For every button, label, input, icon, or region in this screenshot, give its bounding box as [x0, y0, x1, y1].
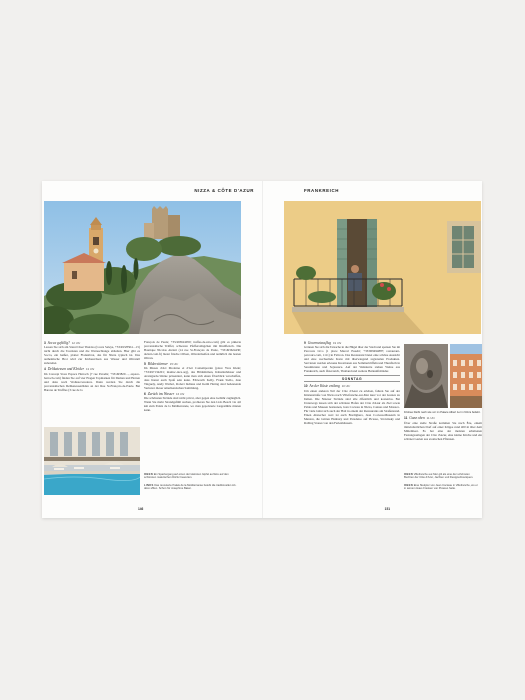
- caption-left-bottom-text: Das renovierte Palais de la Méditerranée belebt die traditionellen Art-déco-Villen. Schon für Josephine Baker.: [144, 484, 237, 491]
- caption-right-bottom-text: Eine Skulptur von Jean Cocteau in Villefranche, wo er in seinem Haus Fresken von Picasso hatte.: [404, 484, 478, 491]
- palais-pool-illustration: [44, 427, 140, 495]
- photo-villefranche-building: [450, 344, 482, 408]
- entry-9-number: 9: [304, 341, 306, 345]
- spread-gutter: [262, 181, 263, 518]
- entry-11-number: 11: [404, 416, 408, 421]
- running-head-right: FRANKREICH: [304, 188, 340, 193]
- photo-balcony: [284, 201, 481, 334]
- entry-5-text: Im Musée d'Art Moderne et d'Art Contemporain (place Yves Klein; +33/497134201; mamac-nice.org), das Bildstürmen, Künstlerhäuser und Avantgarde-Werke präsentiert, kann man sich einen Überblick verschaffen, dass Kunst auch Spaß sein kann. Ellsworth Kelly, Frank Stella, Jean Tinguely, Andy Warhol, Robert Indiana und Keith Haring sind bedeutende Vertreter dieser amerikanischen Sammlung.: [144, 366, 241, 391]
- page-number-right: 151: [384, 507, 390, 511]
- running-head-left: NIZZA & CÔTE D'AZUR: [194, 188, 254, 193]
- entry-11-title: Ganz oben: [409, 416, 425, 421]
- eze-village-illustration: [44, 201, 241, 334]
- entry-4-number: 4: [44, 367, 46, 372]
- photo-eze-village: [44, 201, 241, 334]
- caption-left-bottom: [144, 484, 241, 491]
- caption-left-top-text: Ein Spaziergang auf einen der kleinsten Gipfel auf Eze auf den schönsten malerischen Dörfer bewerten.: [144, 473, 229, 480]
- balcony-illustration: [284, 201, 481, 334]
- entry-4-continued-text: François de Paule; +33/493624950; truffes-de-nice.com) gibt es pikierte provenzalische Trüffel, schwarze Pfefferstängchen mit Rindfleisch. Die Boutique Nicolas Alziari (14 rue St-François de Paule, +33/493624430; alziari.com.fr) bietet frische Oliven, Olivenölseifen und natürlich die besten Oliven.: [144, 340, 241, 360]
- entry-6-text: Die schönsten Strände sind nicht privat, aber gegen eine Gebühr zugänglich. Wenn Sie mehr Strandgefühl suchen, probieren Sie den Lido Beach via 4,6 km zum Palais de la Méditerranée, wo man gepolsterte Liegestühle mieten kann.: [144, 396, 241, 413]
- entry-4-time: 13 Uhr: [85, 367, 95, 372]
- left-column-2: [144, 340, 241, 414]
- entry-5-number: 5: [144, 361, 146, 366]
- entry-3-time: 12 Uhr: [71, 341, 81, 345]
- right-page: [262, 181, 482, 518]
- caption-right-top-text: Villefranche-sur-Mer gilt als eine der schönsten Buchten der Côte d'Azur, Jachten und Designerboutiquen.: [404, 473, 474, 480]
- entry-4-text: Im Concept Store Espace Harroch (7 rue Paradis; +33/493820…, espace-harroch.com) finden Sie auf vier Etagen Topmarken für Damen und Herren und dazu noch Wohnaccessoires. Dann werden Sie durch die provenzalischen Delikatessenläden an der Rue St-François-de-Paule. Bei Barona de Truffles (3 rue de la: [44, 371, 140, 392]
- right-column-1: [304, 340, 400, 427]
- entry-4-title: Delikatessen und Kleider: [47, 367, 85, 372]
- caption-left-bottom-label: LINKS: [144, 484, 154, 487]
- photo-cocteau-sculpture: [404, 344, 448, 408]
- section-heading-sunday: SONNTAG: [304, 375, 400, 382]
- left-column-1: [44, 340, 140, 393]
- entry-10-number: 10: [304, 384, 308, 389]
- magazine-spread: [42, 181, 482, 518]
- page-number-left: 146: [138, 507, 144, 511]
- sculpture-illustration: [404, 344, 448, 408]
- entry-10-title: An der Küste entlang: [309, 384, 340, 389]
- entry-3-number: 3: [44, 341, 46, 345]
- entry-3-text: Lassen Sie sich am Stand Chez Thérésa (Cours Saleya, +33/493/8504…15) nicht durch die Touristen und die Warteschlange abhalten. Hier gibt es Socca, ein heißer, platter Fladenbrot, das für Nizza typisch ist. Das authentische Brot wird zur Kichererbsen aus Wasser und Olivenöl zubereitet.: [44, 345, 140, 366]
- entry-10-time: 10 Uhr: [341, 384, 351, 389]
- entry-6-time: 16 Uhr: [176, 392, 185, 396]
- entry-9-time: 19 Uhr: [332, 341, 342, 345]
- entry-10-text: Um einen anderen Teil der Côte d'Azur zu erleben, fahren Sie auf der Küstenstraße von Nizza nach Villefranche-sur-Mer kurz vor der Grenze zu Italien. Die Nizzaer Strände sind alle öffentlich und kostenlos. Bei Unterwegs lassen sich der schönste Hafen der Côte d'Azur als Ziel sowie Palais und Museen bestaunen, Jean Cocteau in Nizza, Cannes und Monaco. Für viele lohnt sich auch der Halt in einem der Restaurants am Straßenrand. Einen Abstecher wert ist auch Bordighera, Jean Cocteau-Museum in Menton, die Gärten Hanbury und Paradeiso auf Picasso, Stravinsky und Rolling Stones von den Ferienhäusern.: [304, 388, 400, 425]
- building-illustration: [450, 344, 482, 408]
- entry-5-time: 15 Uhr: [169, 361, 179, 366]
- entry-9-text: Gönnen Sie sich die Tatsache in die Hügel über der Stadt und speisen Sie im Parcours Livo (1 place Marcel Eusebi; +33/609494887; restaurant-parcours.com, 1111) in Falicon. Das Restaurant bietet eine schöne Aussicht und eine wechselnde Karte mit überwiegend regionalen Produkten. Servieren werden erlesene Kreationen aus Sommertrüffeln und Thunfisch in Sesamkruste und Sojasauce. Auf der Weinkarte stehen Weine aus Frankreich, auch Österreich, Thailand und weitere Herkunftsländer.: [304, 345, 401, 374]
- caption-right-bottom-label: OBEN: [404, 484, 413, 487]
- caption-left-top: [144, 473, 241, 480]
- entry-6-number: 6: [144, 392, 146, 396]
- left-page: [42, 181, 262, 518]
- right-column-2: [404, 411, 482, 442]
- caption-right-top-label: OBEN: [404, 473, 413, 476]
- caption-left-top-label: OBEN: [144, 473, 153, 476]
- photo-caption-top: Frisbee bleibt nach wie vor im Palace Albert 1er in Nizza beliebt.: [404, 411, 481, 414]
- entry-3-title: Socca gefällig?: [47, 341, 70, 345]
- entry-11-time: 11 Uhr: [426, 416, 435, 421]
- photo-palais-pool: [44, 427, 140, 495]
- entry-11-text: Über eine steile Straße kommen Sie nach Èze, einem mittelalterlichen Dorf auf einer Klippe rund 400 m über dem Mittelmeer. Es hat eine der meisten erhaltenen Festungsanlagen der Côte d'Azur, eine kleine Kirche und ein schöner Garten aus exotischen Pflanzen.: [404, 420, 482, 441]
- caption-right-top: [404, 473, 480, 480]
- caption-right-bottom: [404, 484, 480, 491]
- entry-6-title: Zurück ins Wasser: [147, 392, 175, 396]
- entry-5-title: Bilderstürmer: [147, 361, 168, 366]
- entry-9-title: Gourmetausflug: [307, 341, 332, 345]
